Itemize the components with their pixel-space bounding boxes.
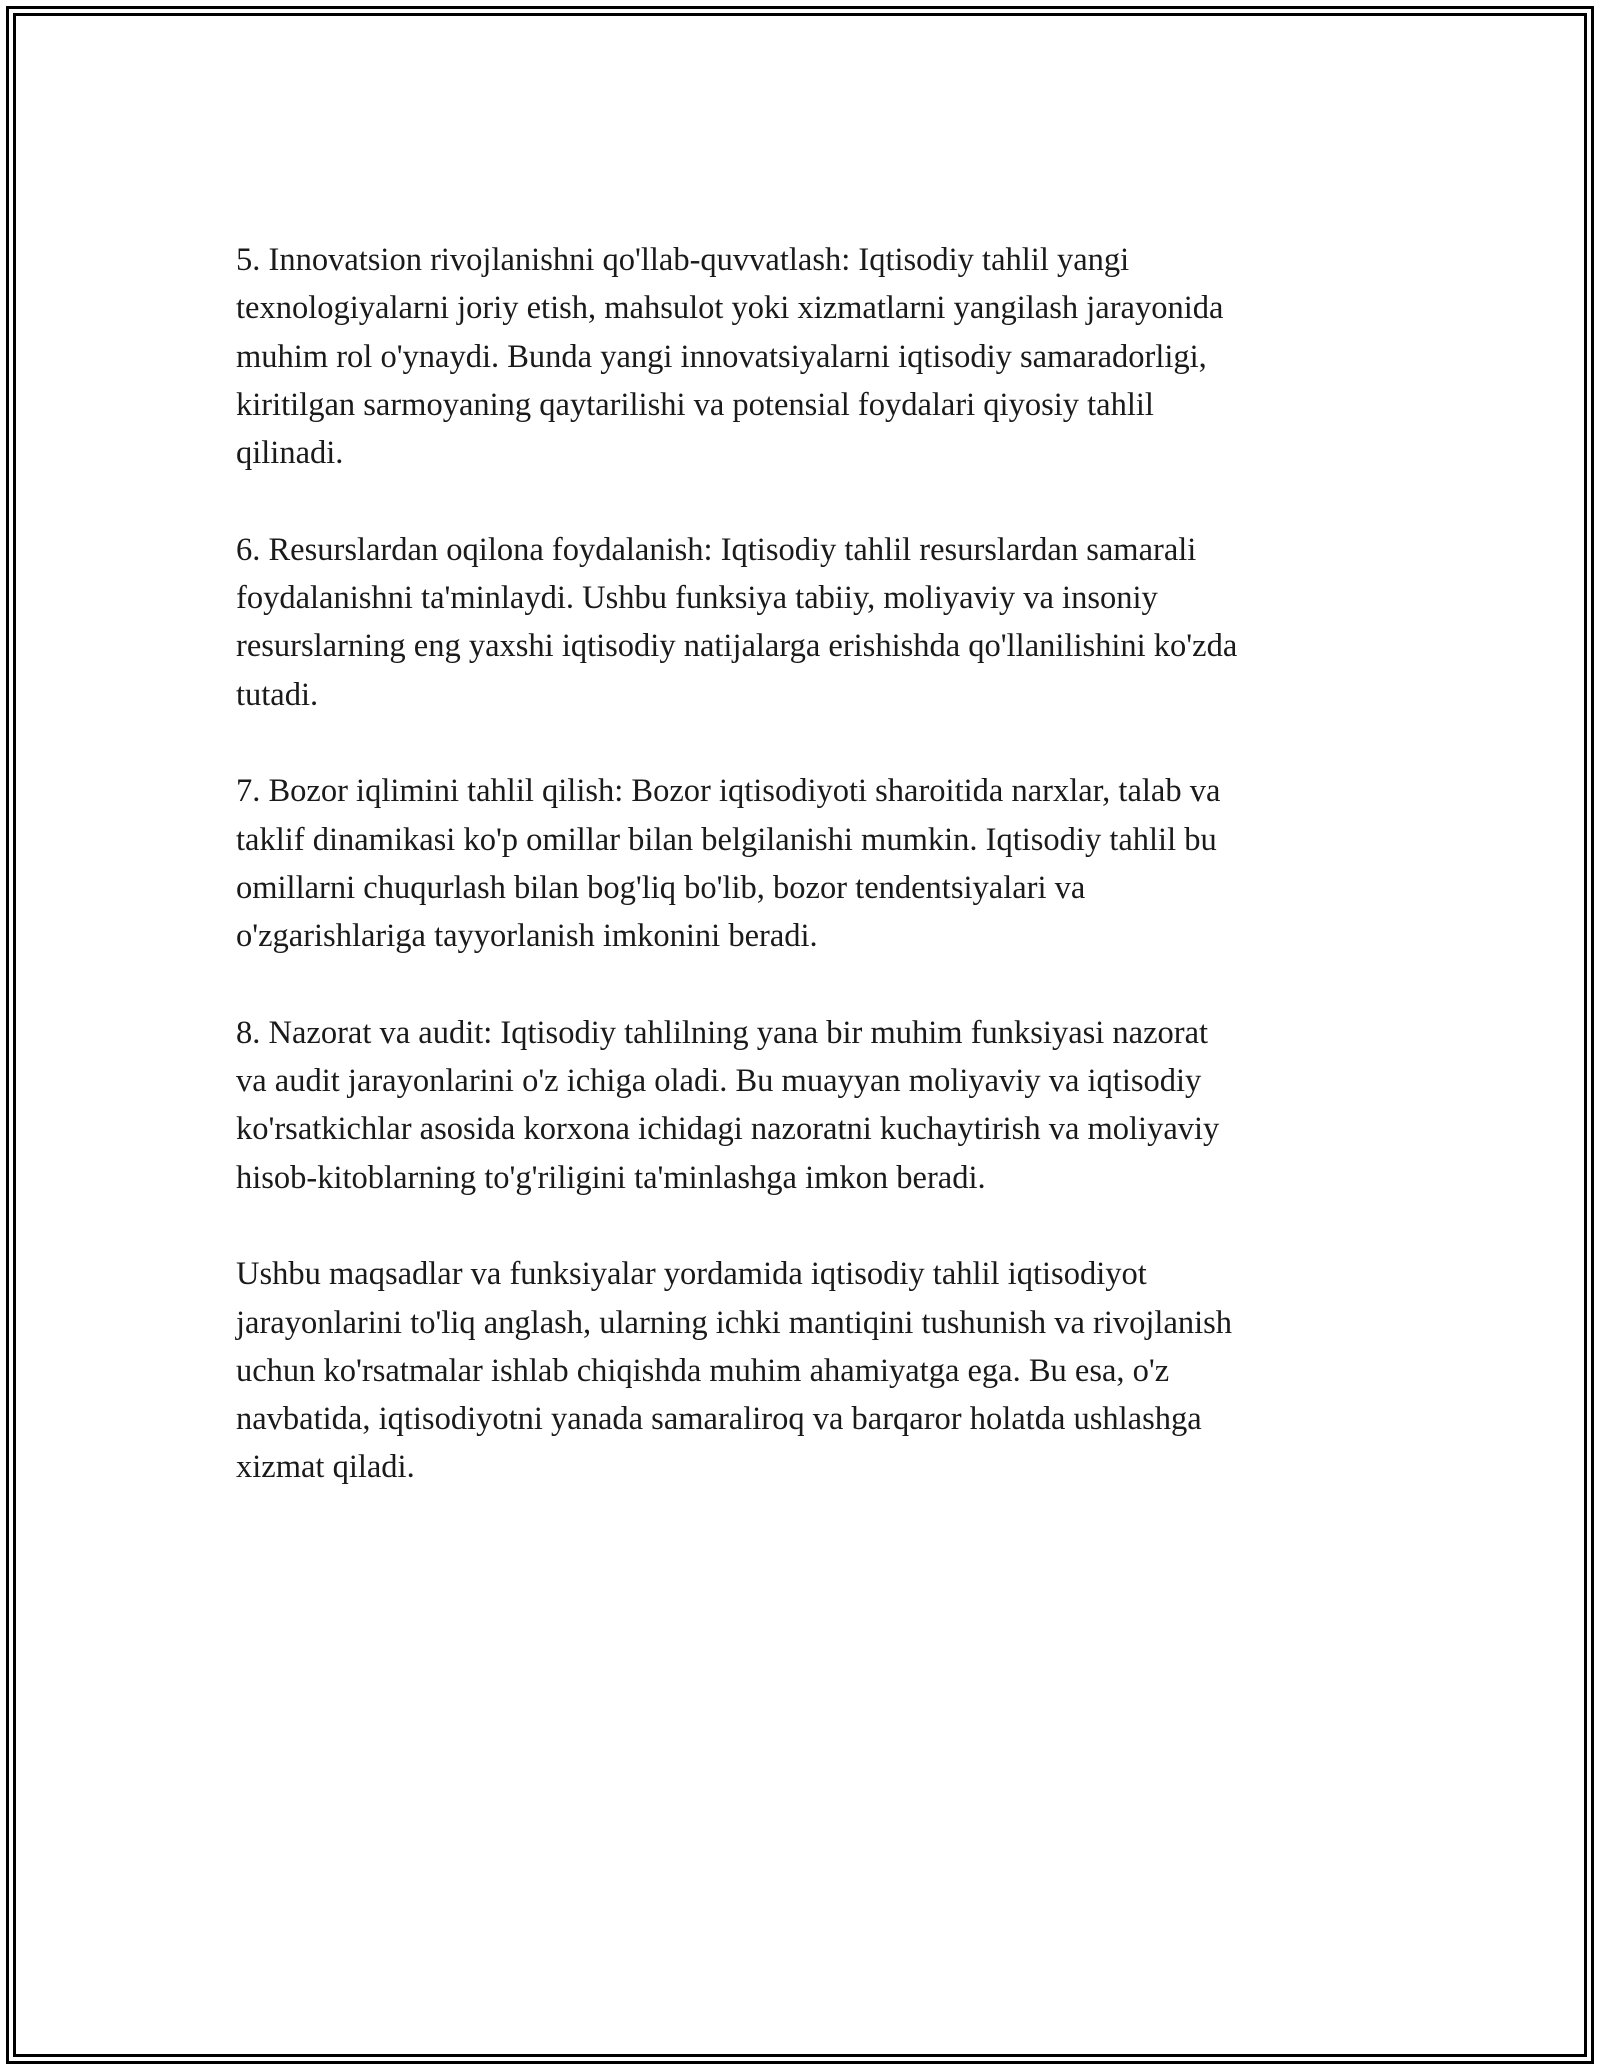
paragraph-conclusion: Ushbu maqsadlar va funksiyalar yordamida iqtisodiy tahlil iqtisodiyot jarayonlarini to'liq anglash, ularning ichki mantiqini tushunish va rivojlanish uchun ko'rsatmalar ishlab chiqishda muhim ahamiyatga ega. Bu esa, o'z navbatida, iqtisodiyotni yanada samaraliroq va barqaror holatda ushlashga xizmat qiladi.	[236, 1256, 1233, 1486]
paragraph-market-climate: 7. Bozor iqlimini tahlil qilish: Bozor iqtisodiyoti sharoitida narxlar, talab va taklif dinamikasi ko'p omillar bilan belgilanishi mumkin. Iqtisodiy tahlil bu omillarni chuqurlash bilan bog'liq bo'lib, bozor tendentsiyalari va o'zgarishlariga tayyorlanish imkonini beradi.	[236, 773, 1221, 955]
paragraph-control-audit: 8. Nazorat va audit: Iqtisodiy tahlilning yana bir muhim funksiyasi nazorat va audit jarayonlarini o'z ichiga oladi. Bu muayyan moliyaviy va iqtisodiy ko'rsatkichlar asosida korxona ichidagi nazoratni kuchaytirish va moliyaviy hisob-kitoblarning to'g'riligini ta'minlashga imkon beradi.	[236, 1014, 1220, 1196]
document-body	[236, 236, 1386, 1540]
paragraph-innovation-support: 5. Innovatsion rivojlanishni qo'llab-quvvatlash: Iqtisodiy tahlil yangi texnologiyalarni joriy etish, mahsulot yoki xizmatlarni yangilash jarayonida muhim rol o'ynaydi. Bunda yangi innovatsiyalarni iqtisodiy samaradorligi, kiritilgan sarmoyaning qaytarilishi va potensial foydalari qiyosiy tahlil qilinadi.	[236, 242, 1224, 472]
paragraph-resource-usage: 6. Resurslardan oqilona foydalanish: Iqtisodiy tahlil resurslardan samarali foydalanishni ta'minlaydi. Ushbu funksiya tabiiy, moliyaviy va insoniy resurslarning eng yaxshi iqtisodiy natijalarga erishishda qo'llanilishini ko'zda tutadi.	[236, 531, 1238, 713]
